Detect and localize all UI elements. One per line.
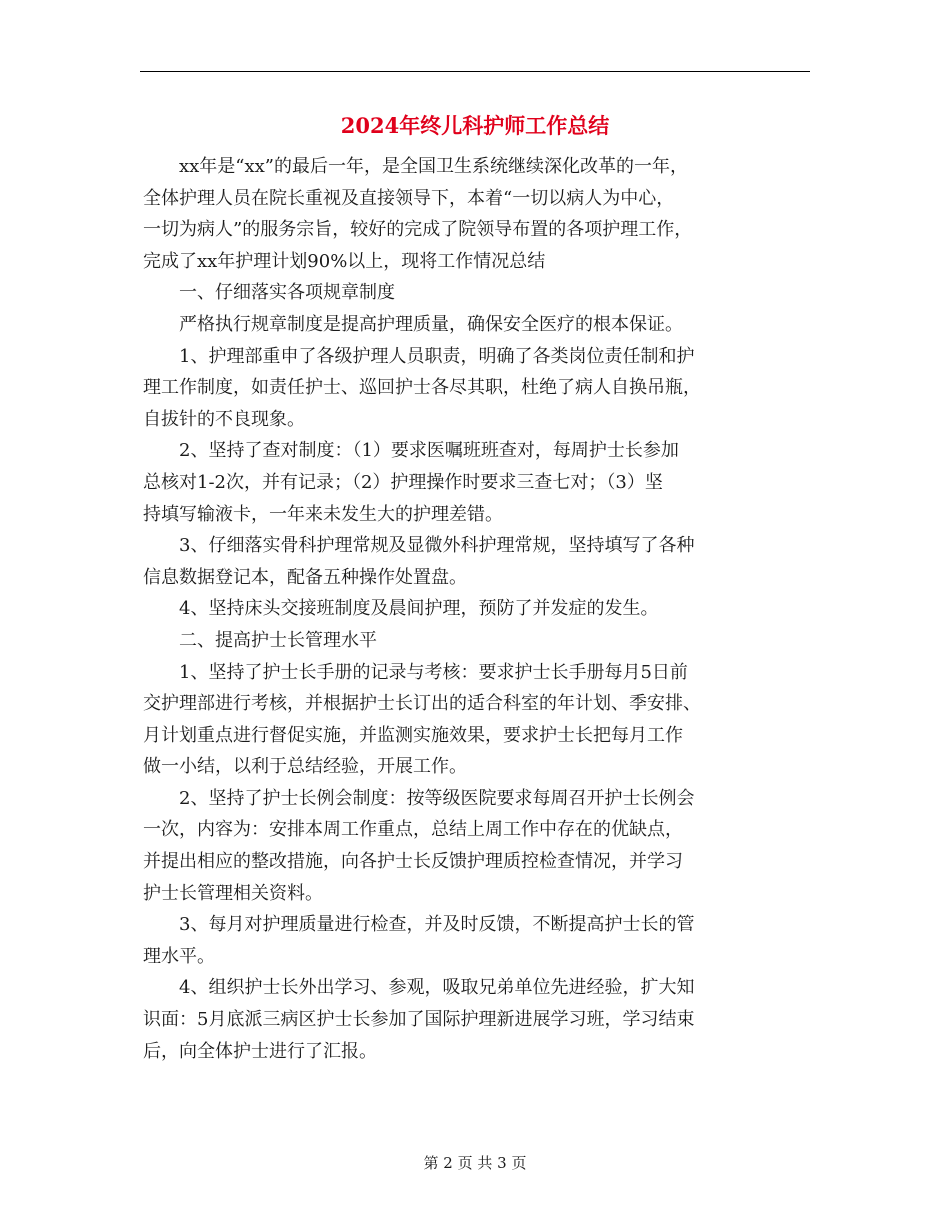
page-footer: 第 2 页 共 3 页 <box>423 1154 527 1172</box>
section-heading-1 <box>143 277 813 309</box>
text-line: 全体护理人员在院长重视及直接领导下，本着“一切以病人为中心， <box>143 187 675 209</box>
paragraph <box>143 593 813 625</box>
text-line: 理工作制度，如责任护士、巡回护士各尽其职，杜绝了病人自换吊瓶， <box>143 377 701 399</box>
text-line: 做一小结，以利于总结经验，开展工作。 <box>143 756 467 778</box>
text-line: 2、坚持了护士长例会制度：按等级医院要求每周召开护士长例会 <box>179 787 695 809</box>
paragraph-intro <box>143 151 813 277</box>
text-line: 一切为病人”的服务宗旨，较好的完成了院领导布置的各项护理工作， <box>143 219 693 241</box>
text-line: 4、坚持床头交接班制度及晨间护理，预防了并发症的发生。 <box>179 598 659 620</box>
paragraph <box>143 972 813 1067</box>
document-body <box>143 151 813 1067</box>
text-line: 护士长管理相关资料。 <box>143 882 323 904</box>
text-line: 一次，内容为：安排本周工作重点，总结上周工作中存在的优缺点， <box>143 819 683 841</box>
section-heading-2 <box>143 625 813 657</box>
text-line: 总核对1-2次，并有记录；（2）护理操作时要求三查七对；（3）坚 <box>143 471 663 493</box>
text-line: 完成了xx年护理计划90%以上，现将工作情况总结 <box>143 250 546 272</box>
paragraph <box>143 435 813 530</box>
paragraph <box>143 909 813 972</box>
text-line: 3、每月对护理质量进行检查，并及时反馈，不断提高护士长的管 <box>179 914 695 936</box>
text-line: 4、组织护士长外出学习、参观，吸取兄弟单位先进经验，扩大知 <box>179 977 695 999</box>
paragraph <box>143 341 813 436</box>
text-line: 月计划重点进行督促实施，并监测实施效果，要求护士长把每月工作 <box>143 724 683 746</box>
text-line: 二、提高护士长管理水平 <box>179 629 377 651</box>
text-line: 3、仔细落实骨科护理常规及显微外科护理常规，坚持填写了各种 <box>179 535 695 557</box>
text-line: 后，向全体护士进行了汇报。 <box>143 1040 377 1062</box>
text-line: 自拔针的不良现象。 <box>143 408 305 430</box>
paragraph <box>143 309 813 341</box>
document-title: 2024年终儿科护师工作总结 <box>340 113 610 138</box>
text-line: 持填写输液卡，一年来未发生大的护理差错。 <box>143 503 503 525</box>
text-line: 理水平。 <box>143 945 215 967</box>
paragraph <box>143 783 813 909</box>
text-line: 信息数据登记本，配备五种操作处置盘。 <box>143 566 467 588</box>
paragraph <box>143 657 813 783</box>
paragraph <box>143 530 813 593</box>
text-line: 并提出相应的整改措施，向各护士长反馈护理质控检查情况，并学习 <box>143 851 683 873</box>
header-rule <box>140 71 810 72</box>
text-line: 1、护理部重申了各级护理人员职责，明确了各类岗位责任制和护 <box>179 345 695 367</box>
text-line: 交护理部进行考核，并根据护士长订出的适合科室的年计划、季安排、 <box>143 693 701 715</box>
text-line: 严格执行规章制度是提高护理质量，确保安全医疗的根本保证。 <box>179 313 683 335</box>
text-line: xx年是“xx”的最后一年，是全国卫生系统继续深化改革的一年， <box>179 156 689 177</box>
text-line: 识面：5月底派三病区护士长参加了国际护理新进展学习班，学习结束 <box>143 1009 695 1031</box>
text-line: 一、仔细落实各项规章制度 <box>179 282 395 304</box>
text-line: 1、坚持了护士长手册的记录与考核：要求护士长手册每月5日前 <box>179 661 688 683</box>
text-line: 2、坚持了查对制度：（1）要求医嘱班班查对，每周护士长参加 <box>179 440 679 462</box>
